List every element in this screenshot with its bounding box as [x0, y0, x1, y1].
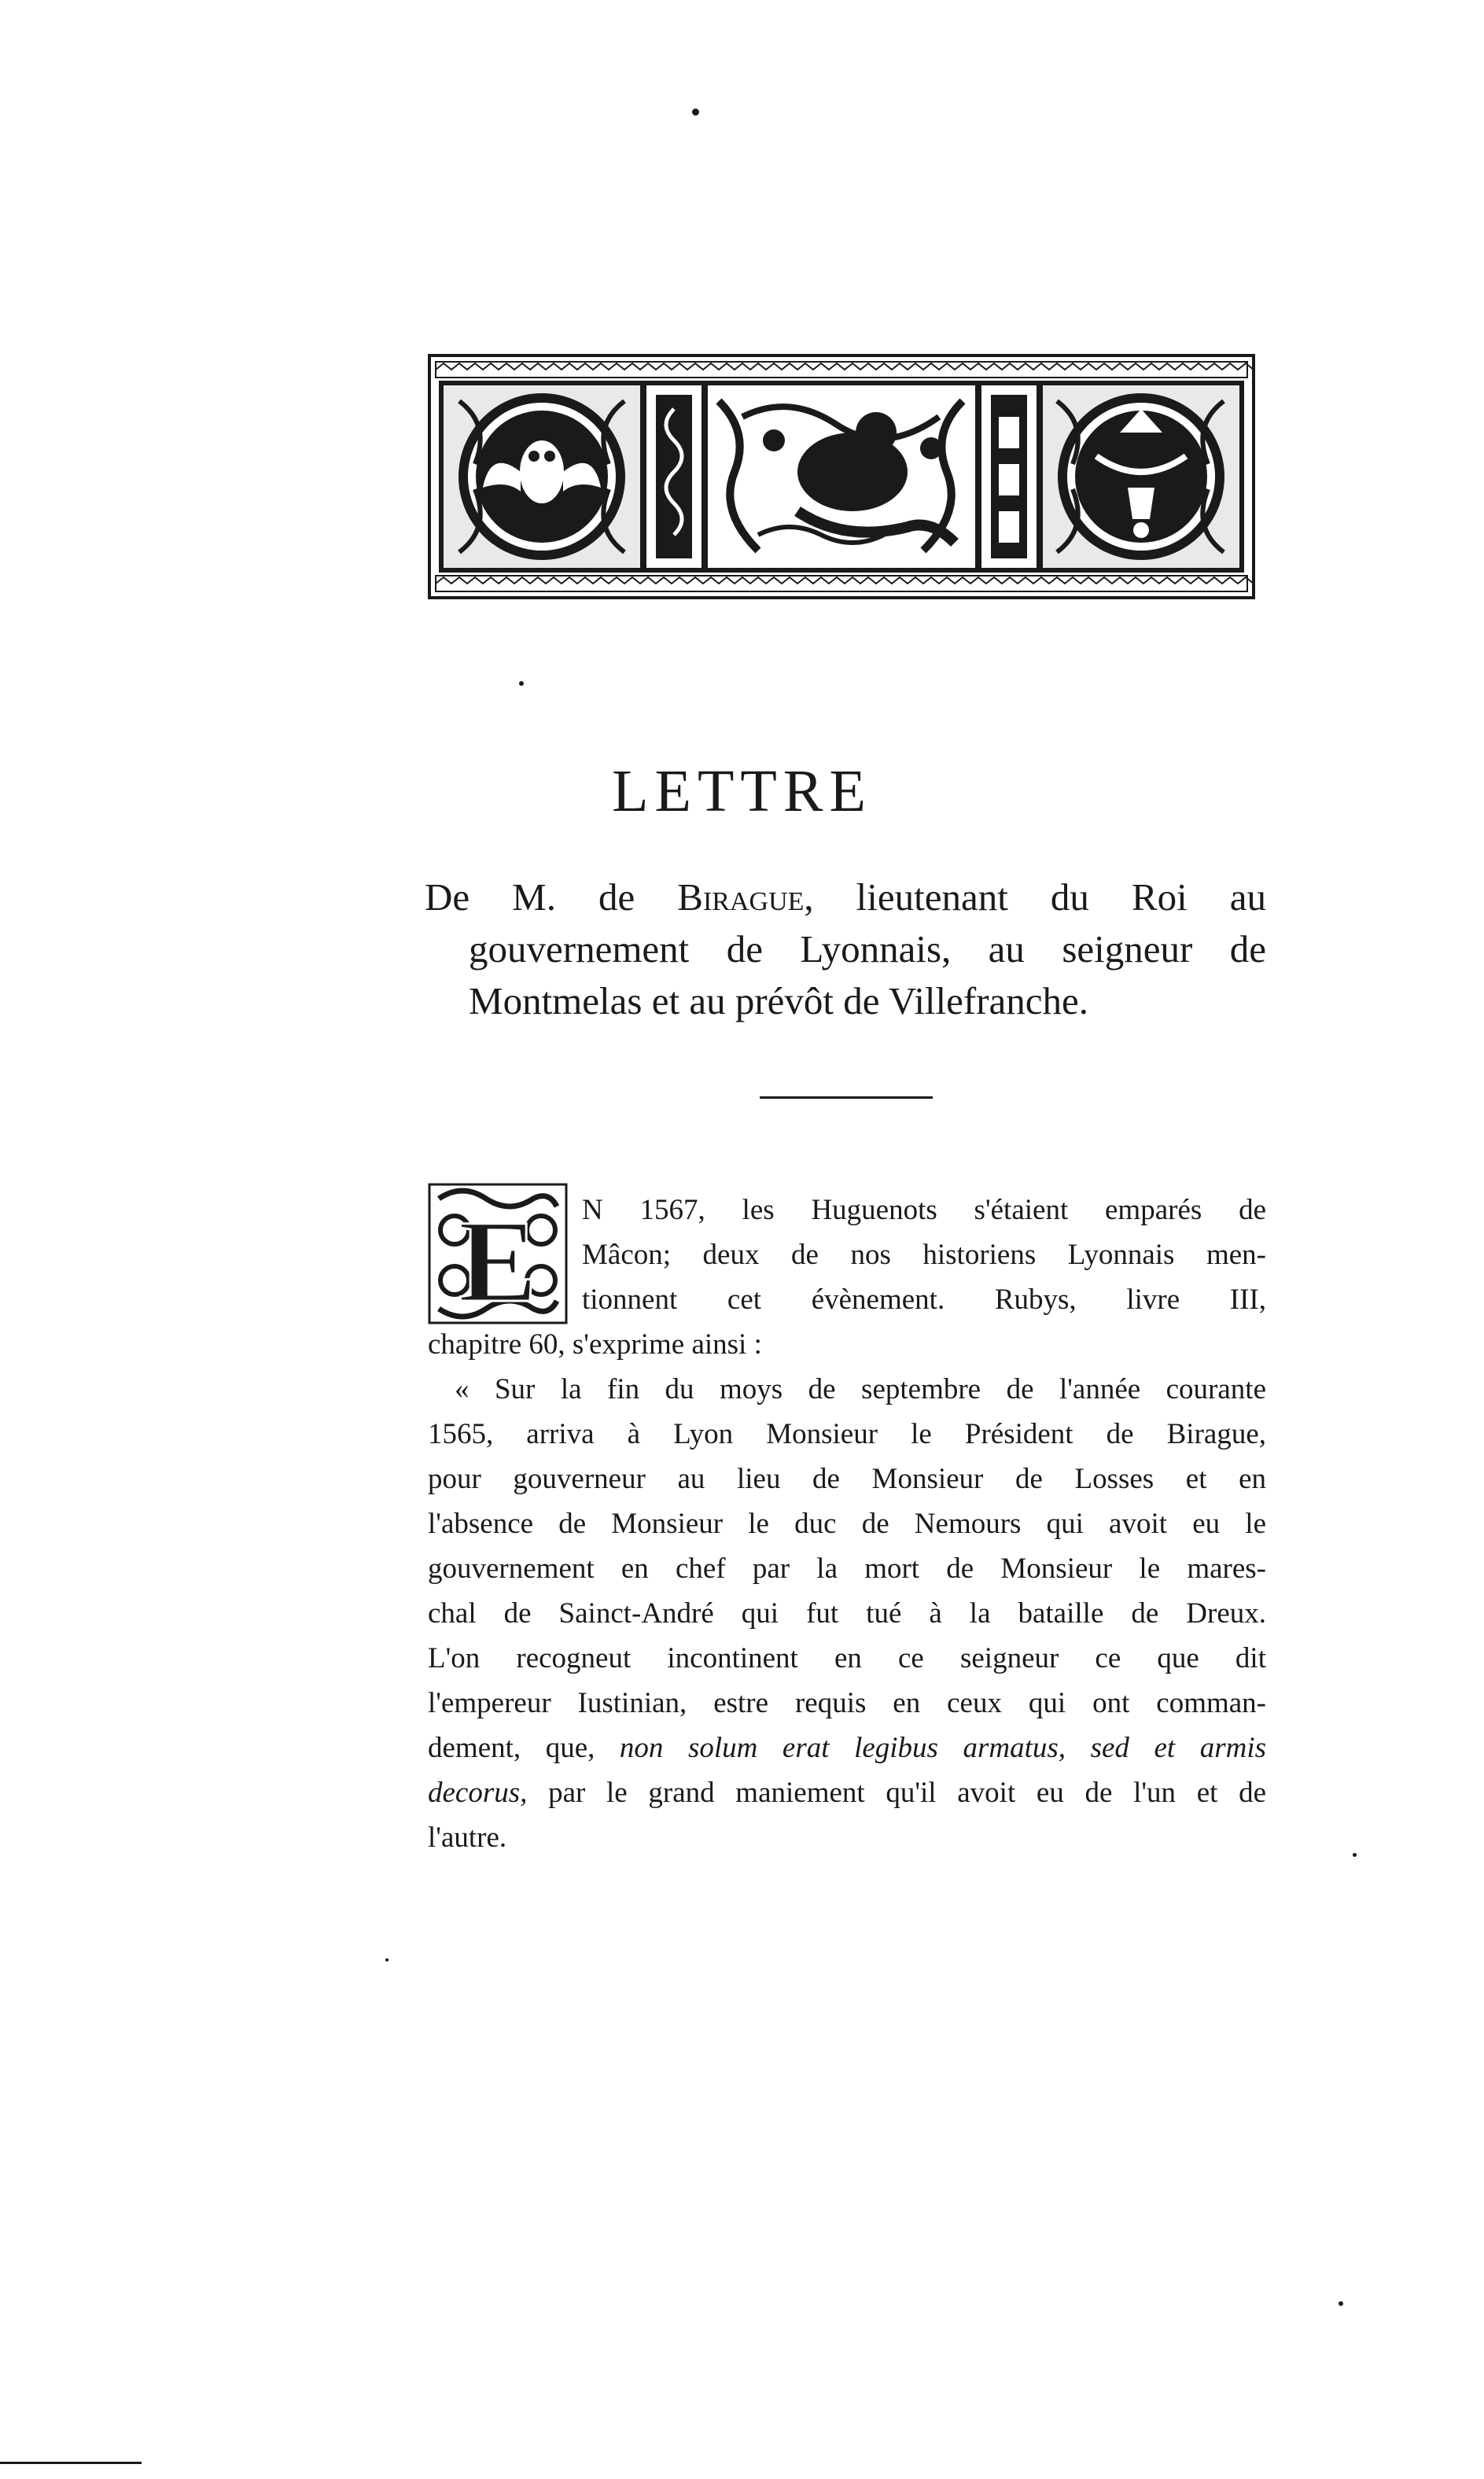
- paragraph-intro: [428, 1188, 1266, 1367]
- text-line: l'absence de Monsieur le duc de Nemours qui avoit eu le: [428, 1508, 1266, 1540]
- print-speck: [519, 681, 524, 686]
- text-line: « Sur la fin du moys de septembre de l'année courante: [455, 1373, 1266, 1405]
- text-line: [428, 1770, 1266, 1815]
- letter-title: LETTRE: [612, 758, 872, 824]
- paragraph-quote: [428, 1367, 1266, 1860]
- text-line: chapitre 60, s'exprime ainsi :: [428, 1328, 762, 1361]
- text-line: l'autre.: [428, 1821, 507, 1854]
- subtitle-line1-rest: , lieutenant du Roi au: [804, 875, 1267, 919]
- text-line: l'empereur Iustinian, estre requis en ceux qui ont comman-: [428, 1687, 1266, 1719]
- text-line: tionnent cet évènement. Rubys, livre III,: [582, 1284, 1266, 1316]
- text-line: Mâcon; deux de nos historiens Lyonnais men-: [582, 1239, 1266, 1271]
- subtitle-line: gouvernement de Lyonnais, au seigneur de: [469, 927, 1266, 971]
- print-speck: [692, 109, 699, 116]
- text-line: 1565, arriva à Lyon Monsieur le Président de Birague,: [428, 1418, 1266, 1450]
- subtitle-prefix: De M. de: [425, 875, 678, 919]
- subtitle-line: Montmelas et au prévôt de Villefranche.: [469, 979, 1089, 1022]
- subtitle-name: Birague: [677, 875, 805, 919]
- line9-before: dement, que,: [428, 1732, 620, 1764]
- text-line: chal de Sainct-André qui fut tué à la bataille de Dreux.: [428, 1597, 1266, 1630]
- footer-rule: [0, 2462, 142, 2464]
- latin-quote-part1: non solum erat legibus armatus, sed et armis: [619, 1732, 1266, 1764]
- section-divider-rule: [760, 1096, 933, 1099]
- drop-cap-letter: E: [458, 1196, 538, 1324]
- text-line: N 1567, les Huguenots s'étaient emparés de: [582, 1194, 1266, 1226]
- letter-subtitle: [425, 871, 1266, 1027]
- text-line: pour gouverneur au lieu de Monsieur de Losses et en: [428, 1463, 1266, 1495]
- latin-quote-part2: decorus,: [428, 1777, 528, 1809]
- text-line: gouvernement en chef par la mort de Monsieur le mares-: [428, 1553, 1266, 1585]
- print-speck: [1353, 1853, 1357, 1857]
- text-line: [428, 1726, 1266, 1770]
- text-line: L'on recogneut incontinent en ce seigneur ce que dit: [428, 1642, 1266, 1674]
- line10-after: par le grand maniement qu'il avoit eu de l'un et de: [527, 1777, 1266, 1809]
- subtitle-line: [425, 871, 1266, 923]
- ornamental-headpiece: [428, 354, 1255, 599]
- print-speck: [385, 1958, 388, 1961]
- print-speck: [1339, 2301, 1343, 2306]
